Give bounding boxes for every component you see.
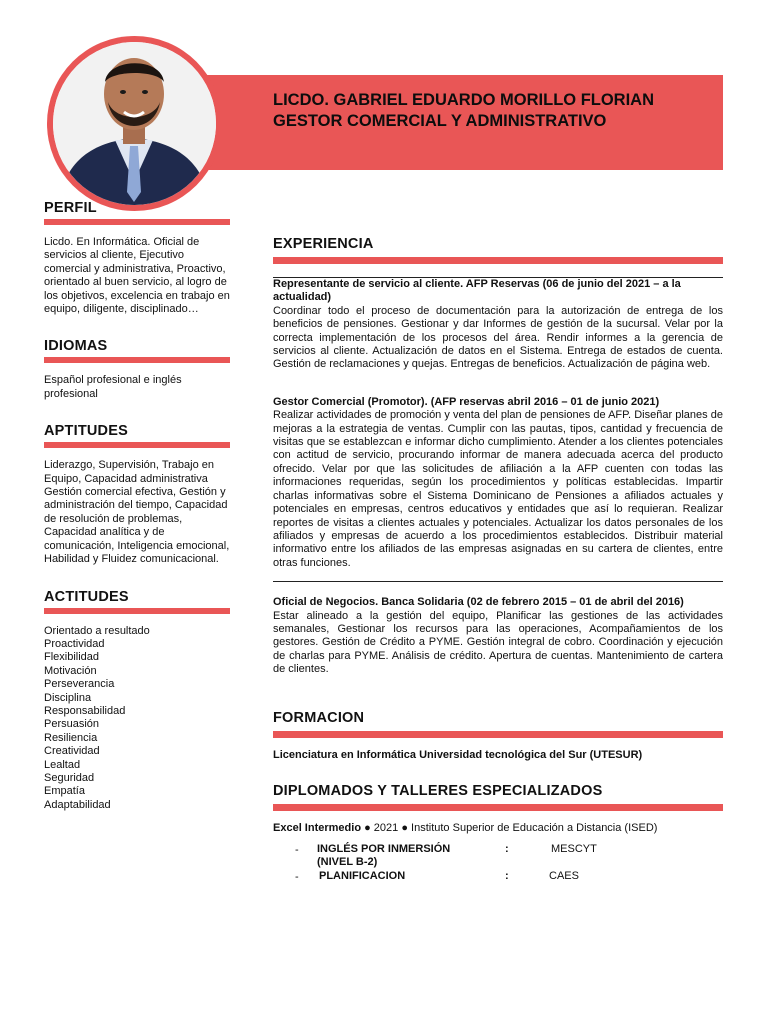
job-description: Estar alineado a la gestión del equipo, Planificar las gestiones de las actividades semanales, Gestionar los recursos para las operaciones, Acompañamientos de los gestores. Gestión de Crédito a PYME. Gestión integral de cobro. Coordinación y ejecución de charlas para PYME. Análisis de crédito. Apertura de cuentas. Mantenimiento de cartera de clientes. [273,609,723,676]
excel-course-details: ● 2021 ● Instituto Superior de Educación a Distancia (ISED) [361,822,658,834]
job-entry [273,278,723,372]
perfil-section [44,200,230,316]
job-title: Representante de servicio al cliente. AFP Reservas (06 de junio del 2021 – a la actualidad) [273,278,681,304]
formacion-section [273,710,723,762]
list-item: Resiliencia [44,731,98,744]
list-item: Persuasión [44,718,100,731]
course-name: INGLÉS POR INMERSIÓN (NIVEL B-2) [317,843,451,869]
job-entry [273,396,723,570]
list-item: Motivación [44,664,97,677]
job-entry [273,596,723,676]
list-item: Lealtad [44,758,81,771]
job-title: Gestor Comercial (Promotor). (AFP reservas abril 2016 – 01 de junio 2021) [273,395,660,408]
course-dash: - [295,844,299,856]
job-description: Coordinar todo el proceso de documentación para la autorización de entrega de los beneficios de pensiones. Gestionar y dar Informes de gestión de la sucursal. Velar por la correcta implementación de los procesos del área. Rendir informes a la gerencia de servicios al cliente. Actualización de datos en el Sistema. Entrega de estados de cuenta. Gestión de reclamaciones y quejas. Entregas de beneficios. Actualización de página web. [273,304,723,371]
perfil-underline [44,219,230,225]
course-separator: : [505,843,509,855]
course-institution: CAES [549,870,579,882]
list-item: Empatía [44,785,85,798]
list-item: Adaptabilidad [44,798,111,811]
left-column [44,200,230,812]
course-dash: - [295,871,299,883]
diplomados-section [273,783,723,835]
actitudes-list [44,625,230,813]
job-description: Realizar actividades de promoción y venta del plan de pensiones de AFP. Diseñar planes de mejoras a la estrategia de ventas. Cumplir con las pautas, tipos, cantidad y frecuencia de visitas que se establezcan e informar dicho cumplimiento. Atender a los clientes potenciales con actitud de servicio, procurando informar de manera adecuada acerca del producto ofrecido. Velar por que las solicitudes de afiliación a la AFP cuenten con todas las informaciones requeridas, según los procedimientos y políticas establecidas. Impartir charlas informativas sobre el Sistema Dominicano de Pensiones a afiliados actuales y potenciales en empresas, centros educativos y entidades que así lo requieran. Realizar reportes de visitas a clientes actuales y potenciales. Actualizar los datos personales de los afiliados y empresas de acuerdo a los procedimientos establecidos. Distribuir material informativo entre los afiliados de las empresas asignadas en su cartera de clientes, entre otras funciones. [273,409,723,569]
person-photo-icon [53,42,216,205]
actitudes-underline [44,608,230,614]
list-item: Flexibilidad [44,651,100,664]
idiomas-heading: IDIOMAS [44,338,108,355]
actitudes-heading: ACTITUDES [44,588,129,605]
list-item: Proactividad [44,637,105,650]
list-item: Orientado a resultado [44,624,150,637]
profile-photo [53,42,216,205]
diplomados-heading: DIPLOMADOS Y TALLERES ESPECIALIZADOS [273,783,603,799]
person-name: LICDO. GABRIEL EDUARDO MORILLO FLORIAN [273,91,655,109]
aptitudes-heading: APTITUDES [44,423,128,440]
person-role: GESTOR COMERCIAL Y ADMINISTRATIVO [273,112,607,130]
experiencia-heading: EXPERIENCIA [273,236,374,252]
course-institution: MESCYT [551,843,597,855]
course-name: PLANIFICACION [319,870,406,882]
formacion-degree: Licenciatura en Informática Universidad tecnológica del Sur (UTESUR) [273,749,643,761]
perfil-text: Licdo. En Informática. Oficial de servicios al cliente, Ejecutivo comercial y administrativa, Proactivo, orientado al buen servicio, al logro de los objetivos, excelencia en trabajo en equipo, diligente, disciplinado… [44,236,230,316]
experiencia-underline [273,257,723,264]
list-item: Perseverancia [44,678,115,691]
course-separator: : [505,870,509,882]
actitudes-section [44,589,230,813]
experiencia-section [273,236,723,677]
idiomas-section [44,338,230,401]
header-title-block [273,90,713,132]
perfil-heading: PERFIL [44,200,97,216]
excel-course-label: Excel Intermedio [273,822,362,834]
aptitudes-underline [44,442,230,448]
idiomas-underline [44,357,230,363]
aptitudes-text: Liderazgo, Supervisión, Trabajo en Equipo, Capacidad administrativa Gestión comercial efectiva, Gestión y administración del tiempo, Capacidad de resolución de problemas, Capacidad analítica y de comunicación, Inteligencia emocional, Habilidad y Fluidez comunicacional. [44,459,230,566]
divider [273,581,723,582]
list-item: Creatividad [44,745,100,758]
aptitudes-section [44,423,230,566]
diplomados-underline [273,804,723,811]
formacion-underline [273,731,723,738]
list-item: Seguridad [44,771,95,784]
job-title: Oficial de Negocios. Banca Solidaria (02 de febrero 2015 – 01 de abril del 2016) [273,596,684,609]
list-item: Responsabilidad [44,704,126,717]
idiomas-text: Español profesional e inglés profesional [44,374,182,400]
excel-course [273,822,723,835]
list-item: Disciplina [44,691,92,704]
formacion-heading: FORMACION [273,710,365,726]
